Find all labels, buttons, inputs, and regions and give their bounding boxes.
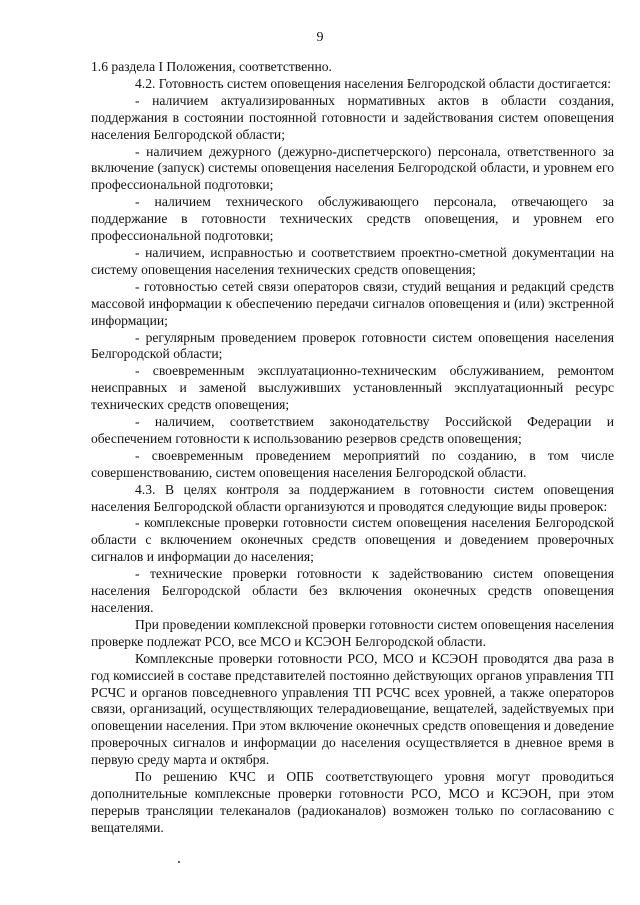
list-item: - наличием технического обслуживающего персонала, отвечающего за поддержание в готовности технических средств оповещения, и уровнем его профессиональной подготовки;	[91, 194, 614, 244]
list-item: - своевременным проведением мероприятий по созданию, в том числе совершенствованию, систем оповещения населения Белгородской области.	[91, 447, 614, 480]
paragraph: Комплексные проверки готовности РСО, МСО и КСЭОН проводятся два раза в год комиссией в составе представителей постоянно действующих органов управления ТП РСЧС и органов повседневного управления ТП РСЧС всех уровней, а также операторов связи, организаций, осуществляющих телерадиовещание, вещателей, задействуемых при оповещении населения. При этом включение оконечных средств оповещения и доведение проверочных сигналов и информации до населения осуществляется в дневное время в первую среду марта и октября.	[91, 650, 614, 768]
list-item: - наличием актуализированных нормативных актов в области создания, поддержания в состоянии постоянной готовности и задействования систем оповещения населения Белгородской области;	[91, 92, 614, 142]
list-item: - технические проверки готовности к задействованию систем оповещения населения Белгородской области без включения оконечных средств оповещения населения.	[91, 566, 614, 615]
list-item: - регулярным проведением проверок готовности систем оповещения населения Белгородской области;	[91, 329, 614, 362]
list-item: - своевременным эксплуатационно-техническим обслуживанием, ремонтом неисправных и заменой выслуживших установленный эксплуатационный ресурс технических средств оповещения;	[91, 363, 614, 413]
list-item: - наличием, соответствием законодательству Российской Федерации и обеспечением готовности к использованию резервов средств оповещения;	[91, 414, 614, 446]
document-body	[91, 59, 614, 837]
scan-speck	[178, 861, 180, 863]
list-item: - наличием, исправностью и соответствием проектно-сметной документации на систему оповещения населения технических средств оповещения;	[91, 244, 614, 277]
list-item: - комплексные проверки готовности систем оповещения населения Белгородской области с включением оконечных средств оповещения и доведением проверочных сигналов и информации до населения;	[91, 515, 614, 565]
list-item: - наличием дежурного (дежурно-диспетчерского) персонала, ответственного за включение (запуск) системы оповещения населения Белгородской области, и уровнем его профессиональной подготовки;	[91, 143, 614, 193]
list-item: - готовностью сетей связи операторов связи, студий вещания и редакций средств массовой информации к обеспечению передачи сигналов оповещения и (или) экстренной информации;	[91, 278, 614, 328]
paragraph: По решению КЧС и ОПБ соответствующего уровня могут проводиться дополнительные комплексные проверки готовности РСО, МСО и КСЭОН, при этом перерыв трансляции телеканалов (радиоканалов) возможен только по согласованию с вещателями.	[91, 769, 614, 835]
paragraph-4-3-heading: 4.3. В целях контроля за поддержанием в готовности систем оповещения населения Белгородской области организуются и проводятся следующие виды проверок:	[91, 481, 614, 514]
paragraph: При проведении комплексной проверки готовности систем оповещения населения проверке подлежат РСО, все МСО и КСЭОН Белгородской области.	[91, 616, 614, 649]
paragraph-4-2-heading: 4.2. Готовность систем оповещения населения Белгородской области достигается:	[135, 75, 611, 91]
paragraph-continuation: 1.6 раздела I Положения, соответственно.	[91, 59, 332, 74]
page-number: 9	[316, 30, 324, 45]
